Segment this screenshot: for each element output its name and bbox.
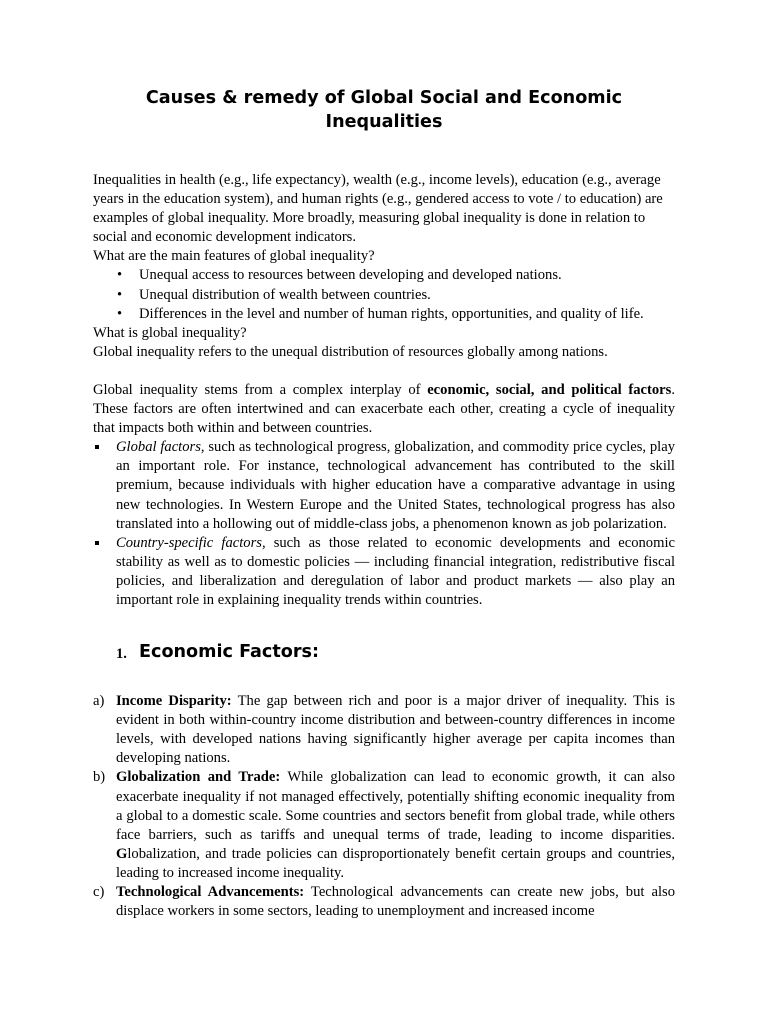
document-title: Causes & remedy of Global Social and Economic Inequalities [145, 88, 623, 132]
list-item [93, 692, 675, 768]
stems-bold: economic, social, and political factors [427, 381, 672, 398]
factor-text: While globalization can lead to economic growth, it can also exacerbate inequality if not managed effectively, potentially shifting economic inequality from a global to a domestic scale. Some countries and sectors benefit from global trade, while others face barriers, such as tariffs and unequal terms of trade, leading to income disparities. [116, 769, 675, 843]
factor-term: Global factors [116, 439, 201, 456]
list-marker: b) [93, 769, 106, 786]
list-item [93, 883, 675, 921]
definition-question: What is global inequality? [93, 324, 247, 341]
list-item: • Unequal distribution of wealth between countries. [93, 286, 675, 305]
definition-answer: Global inequality refers to the unequal distribution of resources globally among nations. [93, 343, 608, 360]
intro-paragraph: Inequalities in health (e.g., life expectancy), wealth (e.g., income levels), education (e.g., average years in the education system), and human rights (e.g., gendered access to vote / to education) are examples of global inequality. More broadly, measuring global inequality is done in relation to social and economic development indicators. [93, 172, 663, 246]
factor-text: The gap between rich and poor is a major driver of inequality. This is evident in both within-country income distribution and between-country differences in income levels, with developed nations having significantly higher average per capita incomes than developing nations. [116, 693, 675, 767]
spacer [93, 362, 675, 381]
list-marker: a) [93, 693, 105, 710]
list-item: • Differences in the level and number of human rights, opportunities, and quality of life. [93, 305, 675, 324]
factor-text: , such as those related to economic developments and economic stability as well as to domestic policies — including financial integration, redistributive fiscal policies, and liberalization and deregulation of labor and product markets — also play an important role in explaining inequality trends within countries. [116, 534, 675, 608]
factor-term: Country-specific factors [116, 534, 262, 551]
stems-paragraph [93, 381, 675, 438]
list-item [93, 768, 675, 883]
factor-text-continued: lobalization, and trade policies can disproportionately benefit certain groups and countries, leading to increased income inequality. [116, 845, 675, 881]
factor-term: Globalization and Trade: [116, 769, 281, 786]
factor-text: Technological advancements can create new jobs, but also displace workers in some sectors, leading to unemployment and increased income [116, 884, 675, 920]
factor-text: , such as technological progress, globalization, and commodity price cycles, play an important role. For instance, technological advancement has contributed to the skill premium, because individuals with higher education have a comparative advantage in using new technologies. In Western Europe and the United States, technological progress has also translated into a hollowing out of middle-class jobs, a phenomenon known as job polarization. [116, 439, 675, 532]
bold-letter: G [116, 845, 128, 862]
list-marker: c) [93, 884, 105, 900]
economic-factors-list [93, 692, 675, 921]
section-title: Economic Factors: [139, 642, 320, 663]
features-question: What are the main features of global inequality? [93, 248, 375, 265]
factor-term: Technological Advancements: [116, 884, 305, 900]
section-heading [93, 640, 675, 664]
section-number: 1. [116, 646, 127, 663]
list-item [93, 438, 675, 533]
stems-text-end: . These factors are often intertwined and can exacerbate each other, creating a cycle of inequality that impacts both within and between countries. [93, 381, 675, 437]
features-list [93, 266, 675, 323]
list-item [93, 534, 675, 610]
document-body [93, 86, 675, 921]
factor-term: Income Disparity: [116, 693, 232, 710]
list-item: • Unequal access to resources between developing and developed nations. [93, 266, 675, 285]
stems-text-start: Global inequality stems from a complex interplay of [93, 381, 428, 398]
factor-types-list [93, 438, 675, 610]
